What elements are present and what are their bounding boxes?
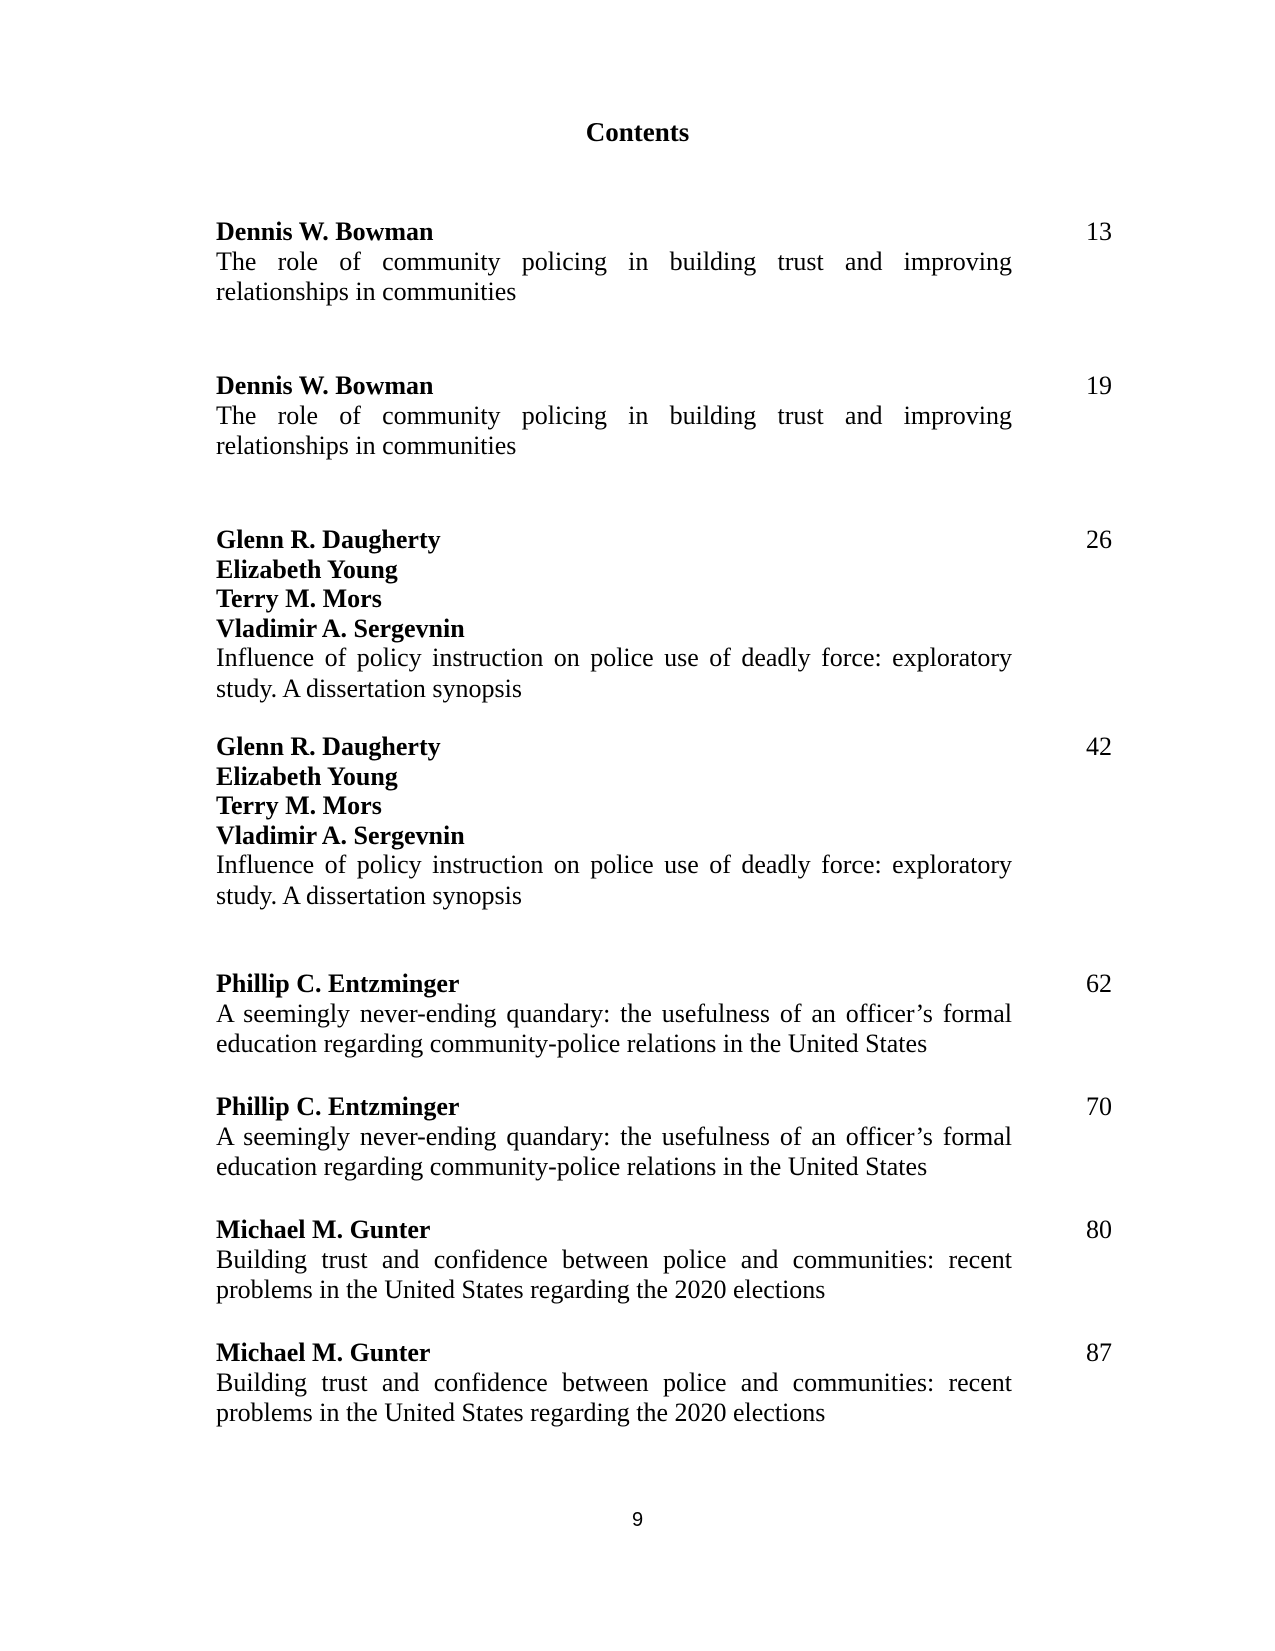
entry-page-number: 26 [1086,525,1112,554]
entry-title: Building trust and confidence between police and communities: recent problems in the United States regarding the 2020 elections [216,1244,1012,1304]
entry-page-number: 80 [1086,1215,1112,1244]
toc-entry [216,1215,1112,1306]
entry-page-number: 70 [1086,1092,1112,1121]
entry-author: Terry M. Mors [216,584,382,613]
entry-author: Dennis W. Bowman [216,217,434,246]
entry-author: Phillip C. Entzminger [216,969,460,998]
entry-text [216,1338,1012,1429]
footer-page-number: 9 [631,1509,644,1531]
entry-page-number: 13 [1086,217,1112,246]
entry-author: Michael M. Gunter [216,1215,431,1244]
entry-author: Vladimir A. Sergevnin [216,613,465,643]
toc-entry [216,969,1112,1060]
entry-title: Building trust and confidence between police and communities: recent problems in the United States regarding the 2020 elections [216,1367,1012,1427]
entry-author: Phillip C. Entzminger [216,1092,460,1121]
entry-author: Vladimir A. Sergevnin [216,820,465,850]
toc-entry [216,217,1112,308]
entry-title: A seemingly never-ending quandary: the usefulness of an officer’s formal education regarding community-police relations in the United States [216,998,1012,1058]
entry-text [216,525,1012,704]
entry-page-number: 19 [1086,371,1112,400]
entry-author: Michael M. Gunter [216,1338,431,1367]
entry-page-number: 42 [1086,732,1112,761]
toc-entry [216,371,1112,462]
toc-entry [216,1092,1112,1183]
page-title: Contents [585,117,690,147]
entry-author: Dennis W. Bowman [216,371,434,400]
entry-title: Influence of policy instruction on police use of deadly force: exploratory study. A dissertation synopsis [216,643,1012,703]
entry-author: Elizabeth Young [216,761,398,791]
entry-title: Influence of policy instruction on police use of deadly force: exploratory study. A dissertation synopsis [216,850,1012,910]
entry-page-number: 87 [1086,1338,1112,1367]
entry-author: Terry M. Mors [216,791,382,820]
entry-title: A seemingly never-ending quandary: the usefulness of an officer’s formal education regarding community-police relations in the United States [216,1121,1012,1181]
entry-text [216,217,1012,308]
toc-entry [216,1338,1112,1429]
toc-entry [216,525,1112,704]
entry-title: The role of community policing in building trust and improving relationships in communities [216,400,1012,460]
entry-text [216,1092,1012,1183]
entry-text [216,732,1012,911]
entry-title: The role of community policing in building trust and improving relationships in communities [216,246,1012,306]
entry-text [216,969,1012,1060]
entry-author: Elizabeth Young [216,554,398,584]
entry-text [216,371,1012,462]
entry-text [216,1215,1012,1306]
toc-entry [216,732,1112,911]
entry-author: Glenn R. Daugherty [216,732,441,761]
entry-author: Glenn R. Daugherty [216,525,441,554]
entry-page-number: 62 [1086,969,1112,998]
